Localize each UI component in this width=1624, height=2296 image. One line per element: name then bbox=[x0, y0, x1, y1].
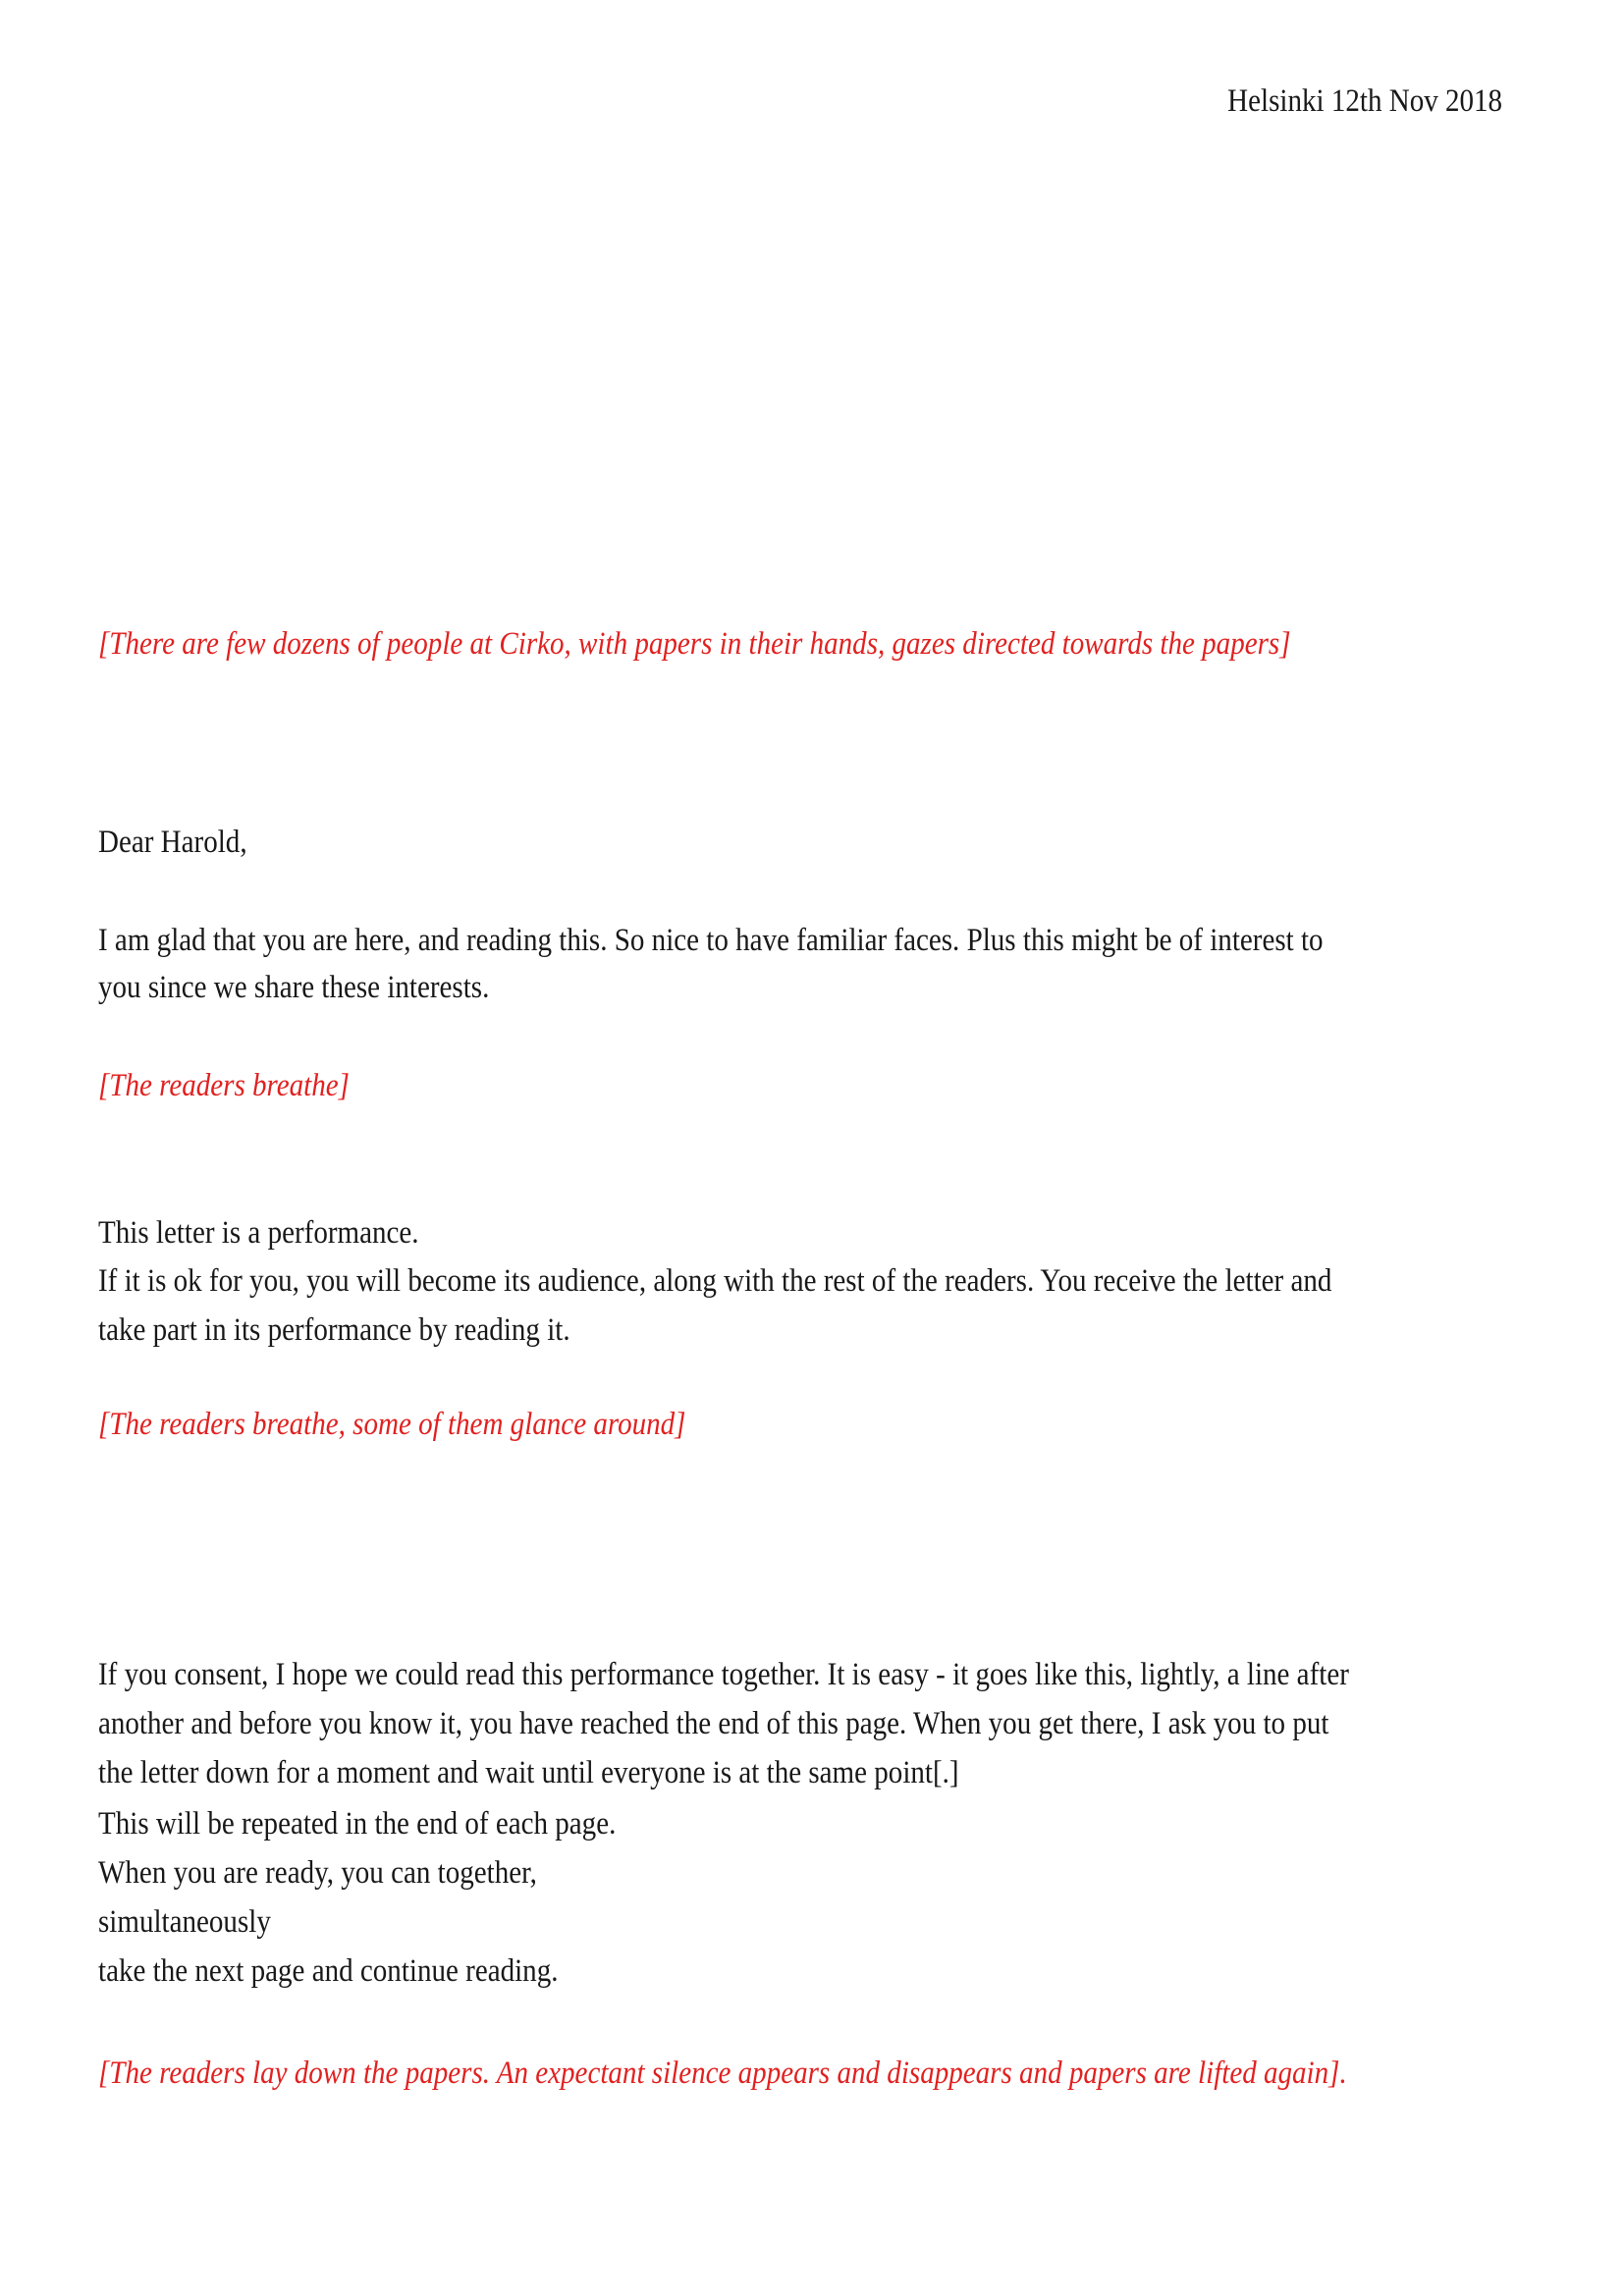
stage-direction-closing: [The readers lay down the papers. An expectant silence appears and disappears and papers are lifted again]. bbox=[98, 2056, 1347, 2091]
body-line-next-page: take the next page and continue reading. bbox=[98, 1953, 559, 1989]
body-line-ready: When you are ready, you can together, bbox=[98, 1855, 537, 1891]
stage-direction-breathe: [The readers breathe] bbox=[98, 1068, 350, 1103]
body-line-performance-3: take part in its performance by reading it. bbox=[98, 1312, 570, 1348]
body-line-repeated: This will be repeated in the end of each page. bbox=[98, 1806, 617, 1842]
body-line-performance-2: If it is ok for you, you will become its audience, along with the rest of the readers. You receive the letter and bbox=[98, 1263, 1332, 1299]
body-line-consent-2: another and before you know it, you have reached the end of this page. When you get there, I ask you to put bbox=[98, 1706, 1329, 1741]
body-line-simultaneously: simultaneously bbox=[98, 1904, 271, 1940]
body-line-performance-1: This letter is a performance. bbox=[98, 1215, 419, 1251]
stage-direction-glance: [The readers breathe, some of them glance around] bbox=[98, 1407, 686, 1442]
dateline: Helsinki 12th Nov 2018 bbox=[1227, 83, 1502, 119]
body-line-consent-3: the letter down for a moment and wait until everyone is at the same point[.] bbox=[98, 1755, 959, 1790]
body-line-glad-2: you since we share these interests. bbox=[98, 970, 490, 1005]
body-line-consent-1: If you consent, I hope we could read this performance together. It is easy - it goes like this, lightly, a line after bbox=[98, 1657, 1349, 1692]
stage-direction-opening: [There are few dozens of people at Cirko, with papers in their hands, gazes directed towards the papers] bbox=[98, 626, 1291, 662]
body-line-glad-1: I am glad that you are here, and reading this. So nice to have familiar faces. Plus this might be of interest to bbox=[98, 923, 1324, 958]
salutation: Dear Harold, bbox=[98, 825, 247, 860]
